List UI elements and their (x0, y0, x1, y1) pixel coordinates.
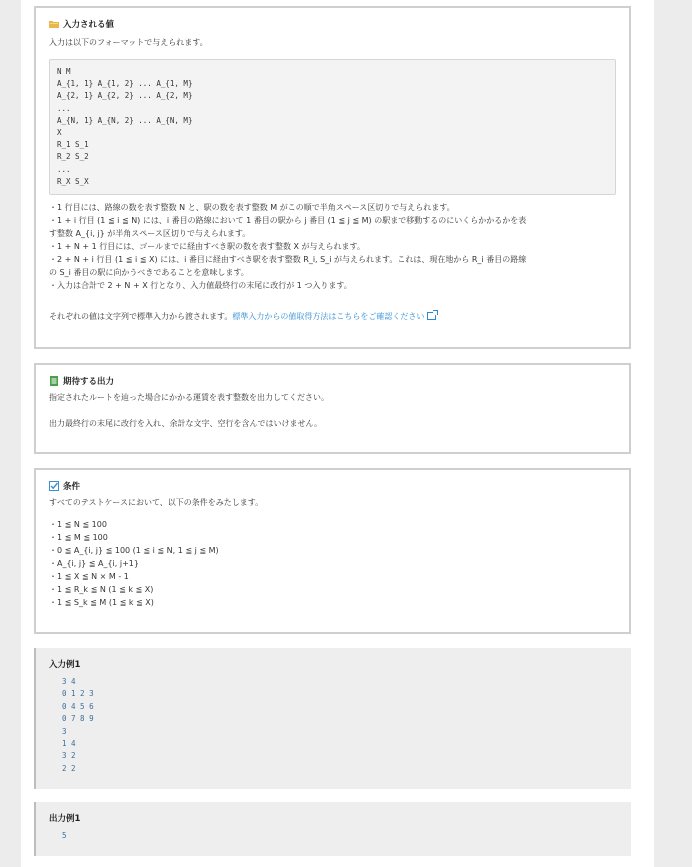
note-line: の S_i 番目の駅に向かうべきであることを意味します。 (49, 268, 249, 278)
format-line: R_X S_X (57, 176, 89, 186)
input-notes (49, 201, 616, 292)
note-line: す整数 A_{i, j} が半角スペース区切りで与えられます。 (49, 229, 251, 239)
output-section-title (49, 375, 616, 387)
input-title-text: 入力される値 (63, 20, 115, 30)
example-line: 5 (62, 831, 67, 840)
conditions-section-title (49, 480, 616, 492)
condition-item: ・0 ≦ A_{i, j} ≦ 100 (1 ≦ i ≦ N, 1 ≦ j ≦ M) (49, 546, 219, 555)
format-line: N M (57, 67, 71, 76)
example-line: 3 2 (62, 751, 76, 761)
input-format-block (49, 59, 616, 195)
folder-icon (49, 19, 59, 29)
format-line: A_{2, 1} A_{2, 2} ... A_{2, M} (57, 91, 193, 101)
example-line: 0 4 5 6 (62, 701, 94, 711)
format-line: R_2 S_2 (57, 152, 89, 162)
output-section (34, 363, 631, 454)
format-line: X (57, 128, 62, 138)
conditions-intro: すべてのテストケースにおいて、以下の条件をみたします。 (49, 498, 264, 507)
condition-item: ・1 ≦ M ≦ 100 (49, 533, 108, 542)
input-intro: 入力は以下のフォーマットで与えられます。 (49, 38, 208, 47)
condition-item: ・1 ≦ R_k ≦ N (1 ≦ k ≦ X) (49, 585, 154, 594)
input-example-title: 入力例1 (49, 660, 81, 670)
stdin-text: それぞれの値は文字列で標準入力から渡されます。 (49, 312, 233, 322)
conditions-list (49, 518, 616, 609)
note-line: ・1 行目には、路線の数を表す整数 N と、駅の数を表す整数 M がこの順で半角スペース区切りで与えられます。 (49, 203, 455, 213)
note-line: ・2 + N + i 行目 (1 ≦ i ≦ X) には、i 番目に経由すべき駅を表す整数 R_i, S_i が与えられます。これは、現在地から R_i 番目の路線 (49, 255, 527, 265)
output-example-title: 出力例1 (49, 814, 81, 824)
example-line: 3 4 (62, 677, 76, 686)
problem-page (21, 0, 654, 867)
input-section-title (49, 18, 616, 30)
note-line: ・入力は合計で 2 + N + X 行となり、入力値最終行の末尾に改行が 1 つ入ります。 (49, 281, 352, 291)
output-title-text: 期待する出力 (63, 377, 115, 387)
example-line: 3 (62, 726, 67, 736)
format-line: R_1 S_1 (57, 140, 89, 150)
input-example (34, 648, 631, 789)
format-line: A_{1, 1} A_{1, 2} ... A_{1, M} (57, 79, 193, 89)
format-line: ... (57, 164, 71, 174)
condition-item: ・1 ≦ X ≦ N × M - 1 (49, 572, 129, 581)
example-line: 1 4 (62, 739, 76, 749)
example-line: 2 2 (62, 763, 76, 773)
checkbox-icon (49, 481, 59, 491)
note-line: ・1 + i 行目 (1 ≦ i ≦ N) には、i 番目の路線において 1 番目の駅から j 番目 (1 ≦ j ≦ M) の駅まで移動するのにいくらかかるかを表 (49, 216, 527, 226)
condition-item: ・1 ≦ N ≦ 100 (49, 520, 107, 529)
conditions-title-text: 条件 (63, 482, 81, 492)
output-line-1: 指定されたルートを辿った場合にかかる運賃を表す整数を出力してください。 (49, 393, 329, 402)
note-line: ・1 + N + 1 行目には、ゴールまでに経由すべき駅の数を表す整数 X が与えられます。 (49, 242, 365, 252)
example-line: 0 7 8 9 (62, 714, 94, 724)
example-line: 0 1 2 3 (62, 689, 94, 699)
output-example-body[interactable] (62, 830, 618, 842)
stdin-line (49, 310, 616, 323)
condition-item: ・A_{i, j} ≦ A_{i, j+1} (49, 559, 139, 568)
output-example (34, 802, 631, 856)
output-line-2: 出力最終行の末尾に改行を入れ、余計な文字、空行を含んではいけません。 (49, 419, 322, 428)
external-link-icon[interactable] (427, 312, 436, 320)
format-line: ... (57, 103, 71, 113)
condition-item: ・1 ≦ S_k ≦ M (1 ≦ k ≦ X) (49, 598, 154, 607)
format-line: A_{N, 1} A_{N, 2} ... A_{N, M} (57, 115, 193, 125)
input-example-body[interactable] (62, 676, 618, 775)
stdin-help-link[interactable]: 標準入力からの値取得方法はこちらをご確認ください (232, 312, 425, 322)
document-icon (49, 376, 59, 386)
conditions-section (34, 468, 631, 634)
input-section (34, 6, 631, 349)
